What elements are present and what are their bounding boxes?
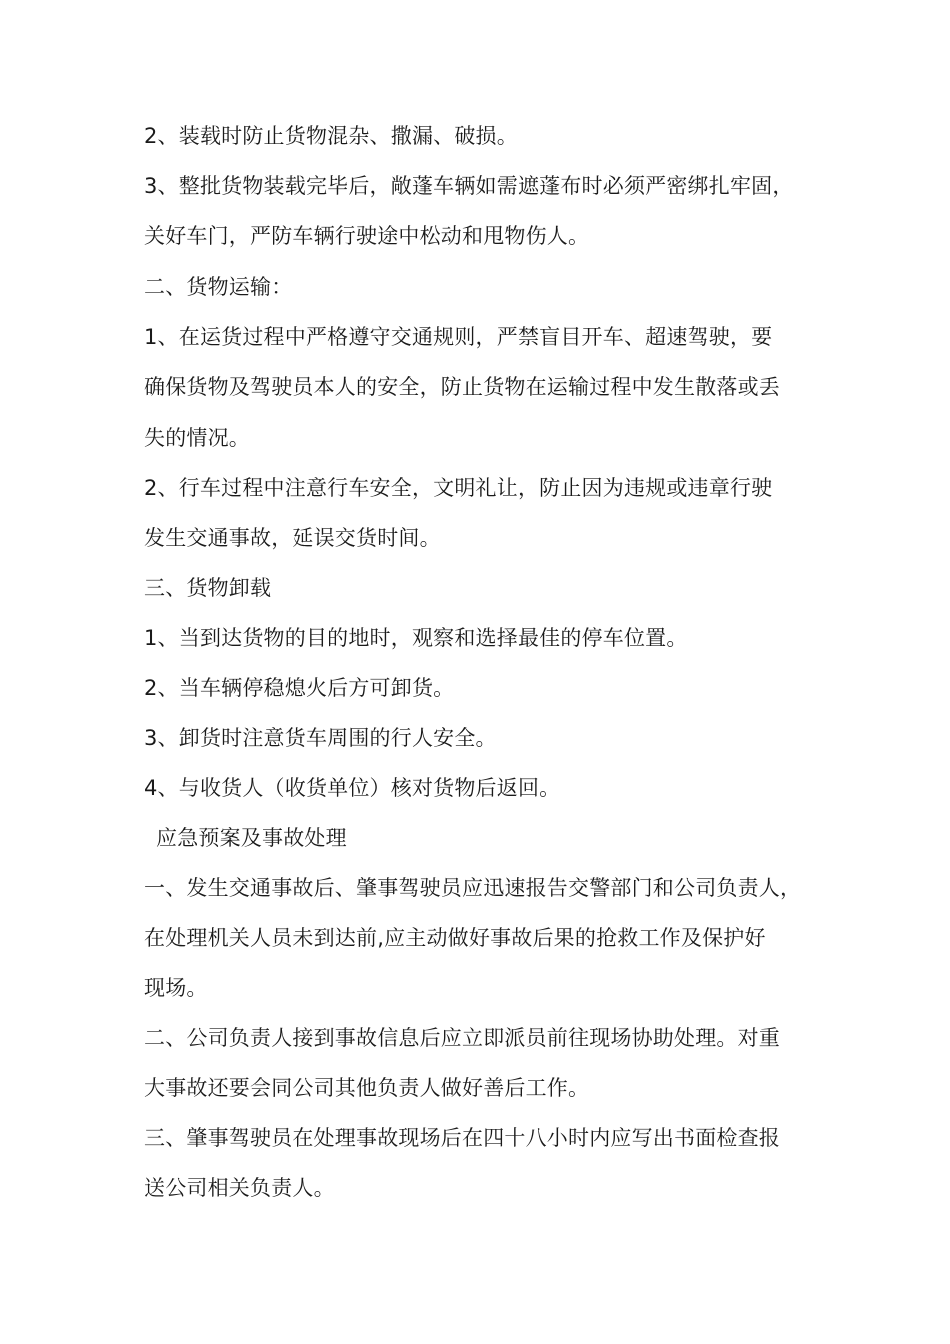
text-line: 大事故还要会同公司其他负责人做好善后工作。 <box>144 1076 590 1100</box>
text-line: 三、肇事驾驶员在处理事故现场后在四十八小时内应写出书面检查报 <box>144 1126 780 1150</box>
text-line: 1、在运货过程中严格遵守交通规则，严禁盲目开车、超速驾驶，要 <box>144 325 773 349</box>
text-line: 确保货物及驾驶员本人的安全，防止货物在运输过程中发生散落或丢 <box>144 375 780 399</box>
text-line: 二、公司负责人接到事故信息后应立即派员前往现场协助处理。对重 <box>144 1026 780 1050</box>
text-line: 1、当到达货物的目的地时，观察和选择最佳的停车位置。 <box>144 626 688 650</box>
text-line: 3、整批货物装载完毕后，敞蓬车辆如需遮蓬布时必须严密绑扎牢固， <box>144 174 794 198</box>
text-line: 4、与收货人（收货单位）核对货物后返回。 <box>144 776 561 800</box>
text-line: 现场。 <box>144 976 208 1000</box>
section-heading: 二、货物运输： <box>144 275 293 299</box>
text-line: 关好车门，严防车辆行驶途中松动和甩物伤人。 <box>144 224 590 248</box>
section-heading: 应急预案及事故处理 <box>156 826 347 850</box>
text-line: 一、发生交通事故后、肇事驾驶员应迅速报告交警部门和公司负责人， <box>144 876 802 900</box>
text-line: 送公司相关负责人。 <box>144 1176 335 1200</box>
text-line: 失的情况。 <box>144 426 250 450</box>
text-line: 在处理机关人员未到达前,应主动做好事故后果的抢救工作及保护好 <box>144 926 766 950</box>
text-line: 2、行车过程中注意行车安全，文明礼让，防止因为违规或违章行驶 <box>144 476 773 500</box>
text-line: 发生交通事故，延误交货时间。 <box>144 526 441 550</box>
text-line: 2、装载时防止货物混杂、撒漏、破损。 <box>144 124 518 148</box>
text-line: 3、卸货时注意货车周围的行人安全。 <box>144 726 497 750</box>
section-heading: 三、货物卸载 <box>144 576 272 600</box>
text-line: 2、当车辆停稳熄火后方可卸货。 <box>144 676 455 700</box>
